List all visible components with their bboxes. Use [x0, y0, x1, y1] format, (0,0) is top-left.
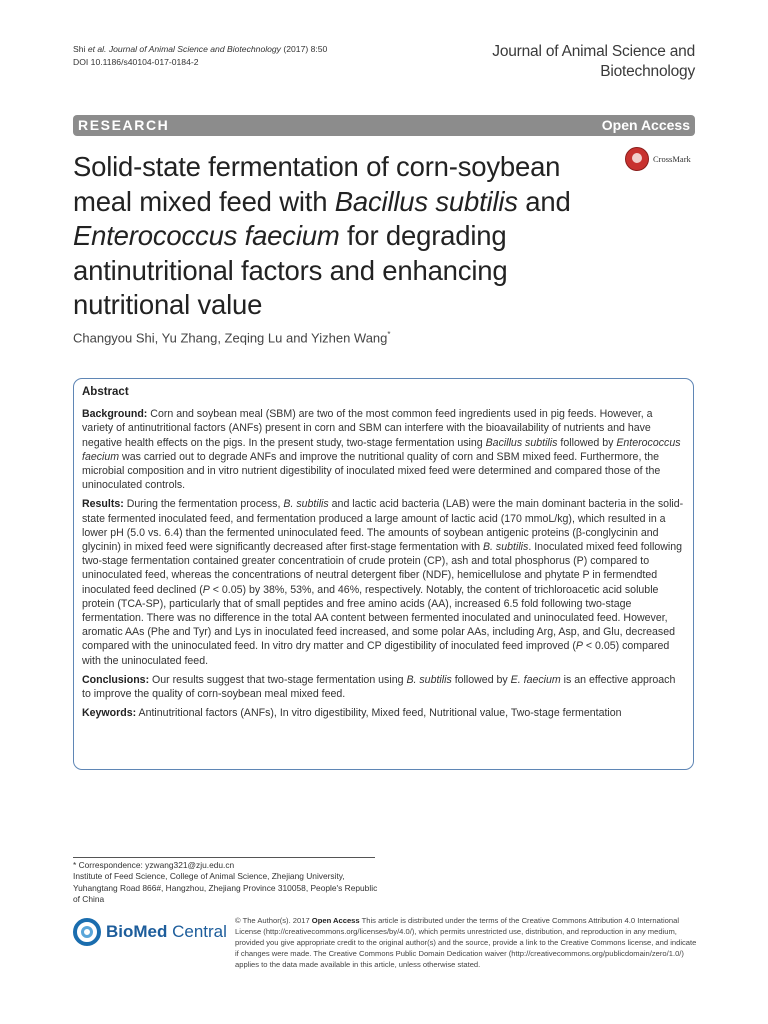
license-text-2: This article is distributed under the terms of the Creative Commons Attribution 4.0 International License (http://creativecommons.org/licenses/by/4.0/), which permits unrestricted use, distribution, and reproduction in any medium, provided you give appropriate credit to the original author(s) and the source, provide a link to the Creative Commons license, and indicate if changes were made. The Creative Commons Public Domain Dedication waiver (http://creativecommons.org/publicdomain/zero/1.0/) applies to the data made available in this article, unless otherwise stated. — [235, 916, 697, 970]
conclusions-text-1: Our results suggest that two-stage fermentation using — [149, 673, 407, 686]
background-text-2: followed by — [557, 436, 617, 449]
correspondence-footnote — [73, 860, 383, 905]
article-type-label: RESEARCH — [78, 117, 170, 133]
crossmark-button[interactable] — [625, 147, 697, 173]
correspondence-email[interactable]: * Correspondence: yzwang321@zju.edu.cn — [73, 860, 235, 870]
publisher-name — [106, 922, 227, 942]
license-statement — [235, 915, 697, 970]
journal-name — [492, 42, 695, 82]
results-text-2: and lactic acid bacteria (LAB) were the main dominant bacteria in the solid-state fermented inoculated feed, and fermentation produced a large amount of lactic acid (170 mmoL/kg), which resulted in a lower pH (5.0 vs. 6.4) than the fermented uninoculated feed. The amounts of soybean antigenic proteins (β-conglycinin and glycinin) in mixed feed were significantly decreased after first-stage fermentation with — [82, 498, 684, 554]
results-italic-4: P — [575, 640, 583, 653]
journal-name-line1: Journal of Animal Science and — [492, 43, 695, 60]
conclusions-label: Conclusions: — [82, 673, 150, 686]
citation-block — [73, 43, 327, 69]
title-part2: and — [517, 185, 571, 217]
citation-journal: Journal of Animal Science and Biotechnology — [108, 44, 281, 54]
crossmark-icon — [625, 147, 649, 171]
results-text-4: < 0.05) by 38%, 53%, and 46%, respectively. Notably, the content of trichloroacetic acid soluble protein (TCA-SP), particularly that of small peptides and free amino acids (AA), increased 6.5 fold following two-stage fermentation. There was no difference in the total AA content between fermented inoculated and uninoculated feed. However, aromatic AAs (Phe and Tyr) and Lys in inoculated feed increased, and some polar AAs, including Arg, Asp, and Glu, decreased compared with the uninoculated feed. In vitro dry matter and CP digestibility of inoculated feed improved ( — [82, 583, 676, 653]
title-part3: for degrading antinutritional factors and enhancing nutritional value — [73, 220, 508, 320]
citation-doi[interactable]: DOI 10.1186/s40104-017-0184-2 — [73, 57, 199, 67]
citation-volume: (2017) 8:50 — [283, 44, 328, 54]
abstract-results — [82, 497, 685, 667]
keywords-text: Antinutritional factors (ANFs), In vitro digestibility, Mixed feed, Nutritional value, Two-stage fermentation — [136, 707, 622, 720]
results-italic-2: B. subtilis — [482, 541, 529, 554]
open-access-label: Open Access — [601, 117, 690, 133]
background-text-1: Corn and soybean meal (SBM) are two of the most common feed ingredients used in pig feeds. However, a variety of antinutritional factors (ANFs) present in corn and SBM can interfere with the bioavailability of nutrients and have negative health effects on the pigs. In the present study, two-stage fermentation using — [82, 408, 653, 449]
license-open-access: Open Access — [311, 916, 360, 925]
article-type-banner — [73, 115, 695, 136]
biomed-central-logo[interactable] — [73, 917, 233, 951]
conclusions-italic-1: B. subtilis — [406, 673, 452, 686]
footnote-divider — [73, 857, 375, 858]
abstract-keywords — [82, 706, 685, 720]
conclusions-italic-2: E. faecium — [510, 673, 561, 686]
publisher-name-rest: Central — [167, 922, 227, 941]
publisher-name-bold: BioMed — [106, 922, 168, 941]
author-affiliation: Institute of Feed Science, College of Animal Science, Zhejiang University, Yuhangtang Road 866#, Hangzhou, Zhejiang Province 310058, People's Republic of China — [73, 871, 378, 904]
citation-line — [73, 43, 327, 56]
keywords-label: Keywords: — [82, 707, 137, 720]
citation-et-al: et al. — [87, 44, 107, 54]
corresponding-mark: * — [387, 330, 391, 339]
license-text-1: © The Author(s). 2017 — [235, 916, 312, 925]
results-italic-1: B. subtilis — [283, 498, 329, 511]
results-text-5: < 0.05) compared with the uninoculated feed. — [82, 640, 670, 667]
article-title — [73, 150, 613, 323]
abstract-conclusions — [82, 673, 685, 701]
conclusions-text-2: followed by — [451, 673, 511, 686]
abstract-content — [82, 385, 685, 725]
background-italic-1: Bacillus subtilis — [485, 436, 558, 449]
results-text-3: . Inoculated mixed feed following two-stage fermentation contained greater concentratioin of crude protein (CP), ash and total phosphorus (P) compared to uninoculated feed, whereas the concentrations of neutral detergent fiber (NDF), hemicellulose and phytate P in fermendted inoculated feed declined ( — [82, 541, 683, 596]
citation-authors: Shi — [73, 44, 86, 54]
conclusions-text-3: is an effective approach to improve the quality of corn-soybean meal mixed feed. — [82, 673, 676, 701]
journal-name-line2: Biotechnology — [600, 63, 695, 80]
abstract-heading: Abstract — [82, 386, 129, 398]
background-label: Background: — [82, 408, 148, 421]
abstract-box — [73, 378, 694, 770]
abstract-background — [82, 407, 685, 492]
title-species1: Bacillus subtilis — [334, 185, 518, 217]
crossmark-label: CrossMark — [653, 154, 691, 164]
background-text-3: was carried out to degrade ANFs and improve the nutritional quality of corn and SBM mixed feed. Furthermore, the microbial composition and in vitro nutrient digestibility of inoculated mixed feed were determined and compared those of the uninoculated controls. — [82, 450, 661, 492]
results-text-1: During the fermentation process, — [123, 498, 284, 511]
author-names: Changyou Shi, Yu Zhang, Zeqing Lu and Yizhen Wang — [73, 330, 388, 346]
background-italic-2: Enterococcus faecium — [82, 436, 681, 463]
title-species2: Enterococcus faecium — [73, 220, 340, 251]
author-list — [73, 330, 391, 345]
title-part1: Solid-state fermentation of corn-soybean meal mixed feed with — [73, 151, 561, 217]
biomed-central-logo-icon — [73, 918, 101, 946]
results-italic-3: P — [202, 583, 210, 596]
results-label: Results: — [82, 498, 124, 511]
